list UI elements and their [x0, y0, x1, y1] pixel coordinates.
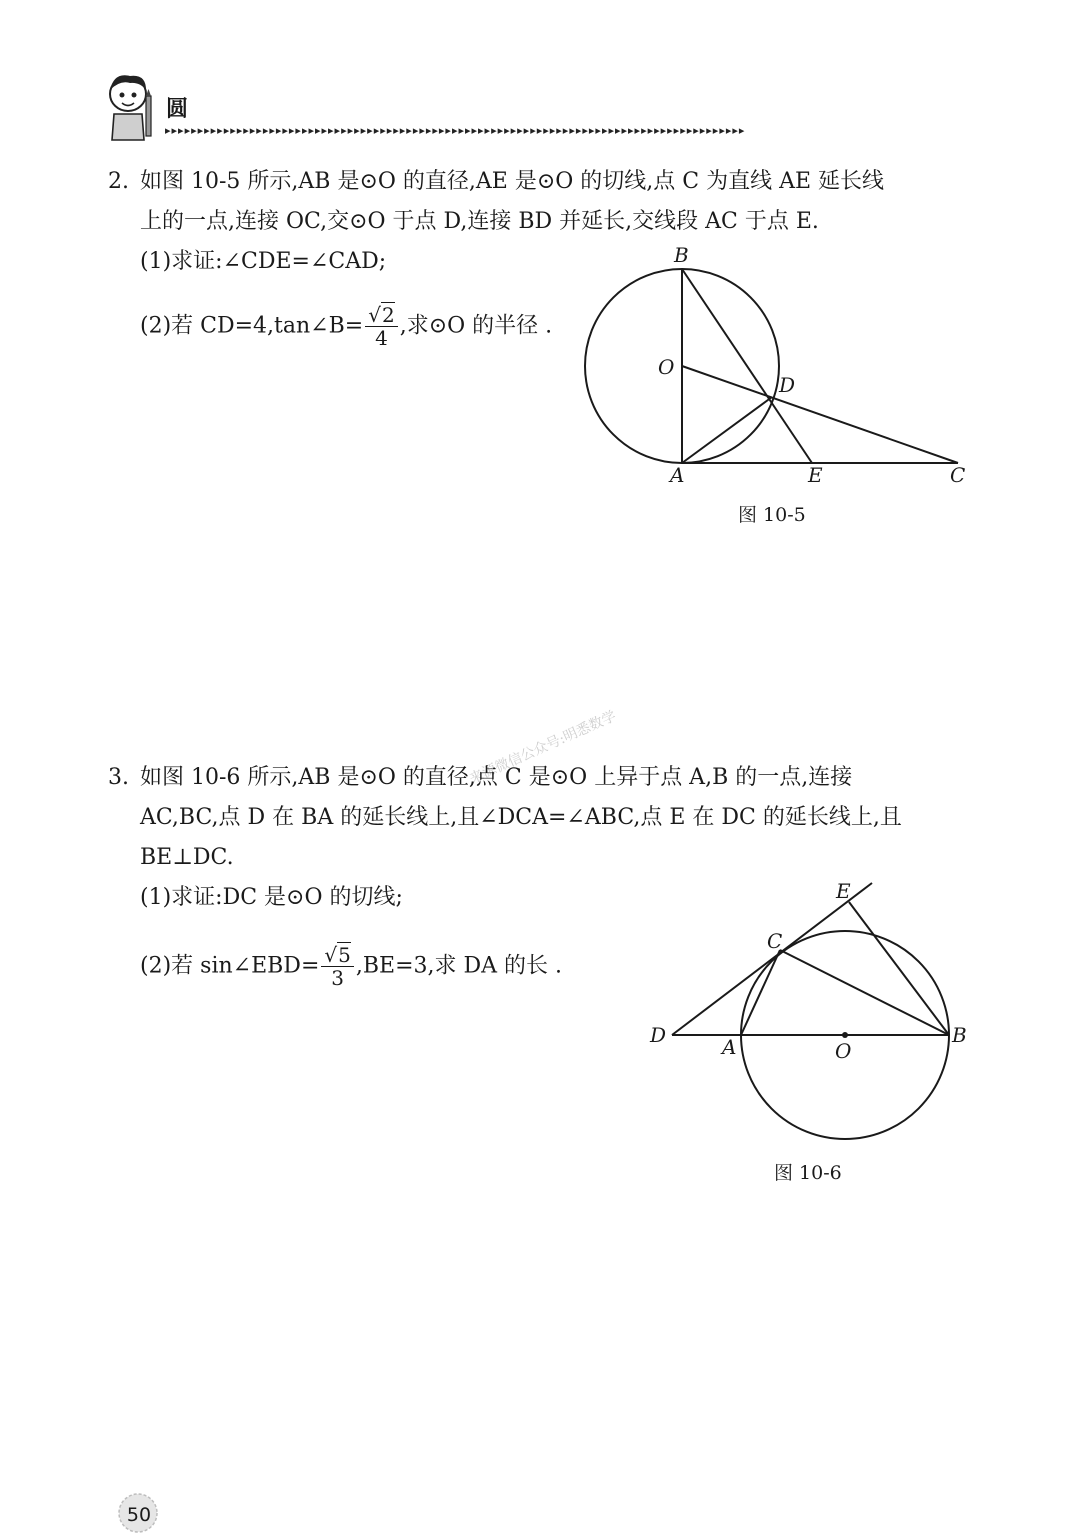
- label-E: E: [808, 463, 823, 487]
- label-B: B: [952, 1023, 967, 1047]
- label-C: C: [950, 463, 966, 487]
- question-2-part-1: (1)求证:∠CDE=∠CAD;: [140, 249, 387, 274]
- figure-10-6-caption: 图 10-6: [774, 1162, 842, 1184]
- figure-10-5: [560, 240, 980, 490]
- question-3-line-3: BE⊥DC.: [140, 845, 234, 870]
- watermark: 来源微信公众号:明悉数学: [467, 708, 619, 788]
- figure-10-6: [640, 870, 980, 1150]
- fraction: $\frac{√2}{4}$: [365, 304, 397, 349]
- label-C: C: [767, 929, 783, 953]
- label-E: E: [836, 879, 851, 903]
- question-3-line-1: 3. 如图 10-6 所示,AB 是⊙O 的直径,点 C 是⊙O 上异于点 A,B 的一点,连接: [108, 765, 853, 790]
- label-O: O: [658, 355, 675, 379]
- mascot-icon: [100, 70, 160, 142]
- label-B: B: [674, 243, 689, 267]
- figure-10-5-caption: 图 10-5: [738, 504, 806, 526]
- question-number: 3.: [108, 765, 129, 790]
- question-2-line-1: 2. 如图 10-5 所示,AB 是⊙O 的直径,AE 是⊙O 的切线,点 C 为直线 AE 延长线: [108, 169, 885, 194]
- page-number: 50: [126, 1504, 152, 1526]
- chapter-title: 圆: [166, 97, 189, 122]
- question-3-line-2: AC,BC,点 D 在 BA 的延长线上,且∠DCA=∠ABC,点 E 在 DC 的延长线上,且: [140, 805, 902, 830]
- question-3-part-2: (2)若 sin∠EBD= $\frac{√5}{3}$ ,BE=3,求 DA 的长 .: [140, 943, 563, 990]
- question-2-part-2: (2)若 CD=4,tan∠B= $\frac{√2}{4}$ ,求⊙O 的半径 .: [140, 303, 553, 350]
- question-number: 2.: [108, 169, 129, 194]
- header-divider: ▸▸▸▸▸▸▸▸▸▸▸▸▸▸▸▸▸▸▸▸▸▸▸▸▸▸▸▸▸▸▸▸▸▸▸▸▸▸▸▸▸▸▸▸▸▸▸▸▸▸▸▸▸▸▸▸▸▸▸▸▸▸▸▸▸▸▸▸▸▸▸▸▸▸▸▸▸▸▸▸▸▸▸▸▸▸▸▸▸: [165, 124, 746, 136]
- question-3-part-1: (1)求证:DC 是⊙O 的切线;: [140, 885, 403, 910]
- label-A: A: [722, 1035, 737, 1059]
- label-D: D: [650, 1023, 667, 1047]
- label-D: D: [779, 373, 796, 397]
- fraction: $\frac{√5}{3}$: [321, 944, 353, 989]
- label-O: O: [835, 1039, 852, 1063]
- label-A: A: [670, 463, 685, 487]
- question-2-line-2: 上的一点,连接 OC,交⊙O 于点 D,连接 BD 并延长,交线段 AC 于点 E.: [140, 209, 819, 234]
